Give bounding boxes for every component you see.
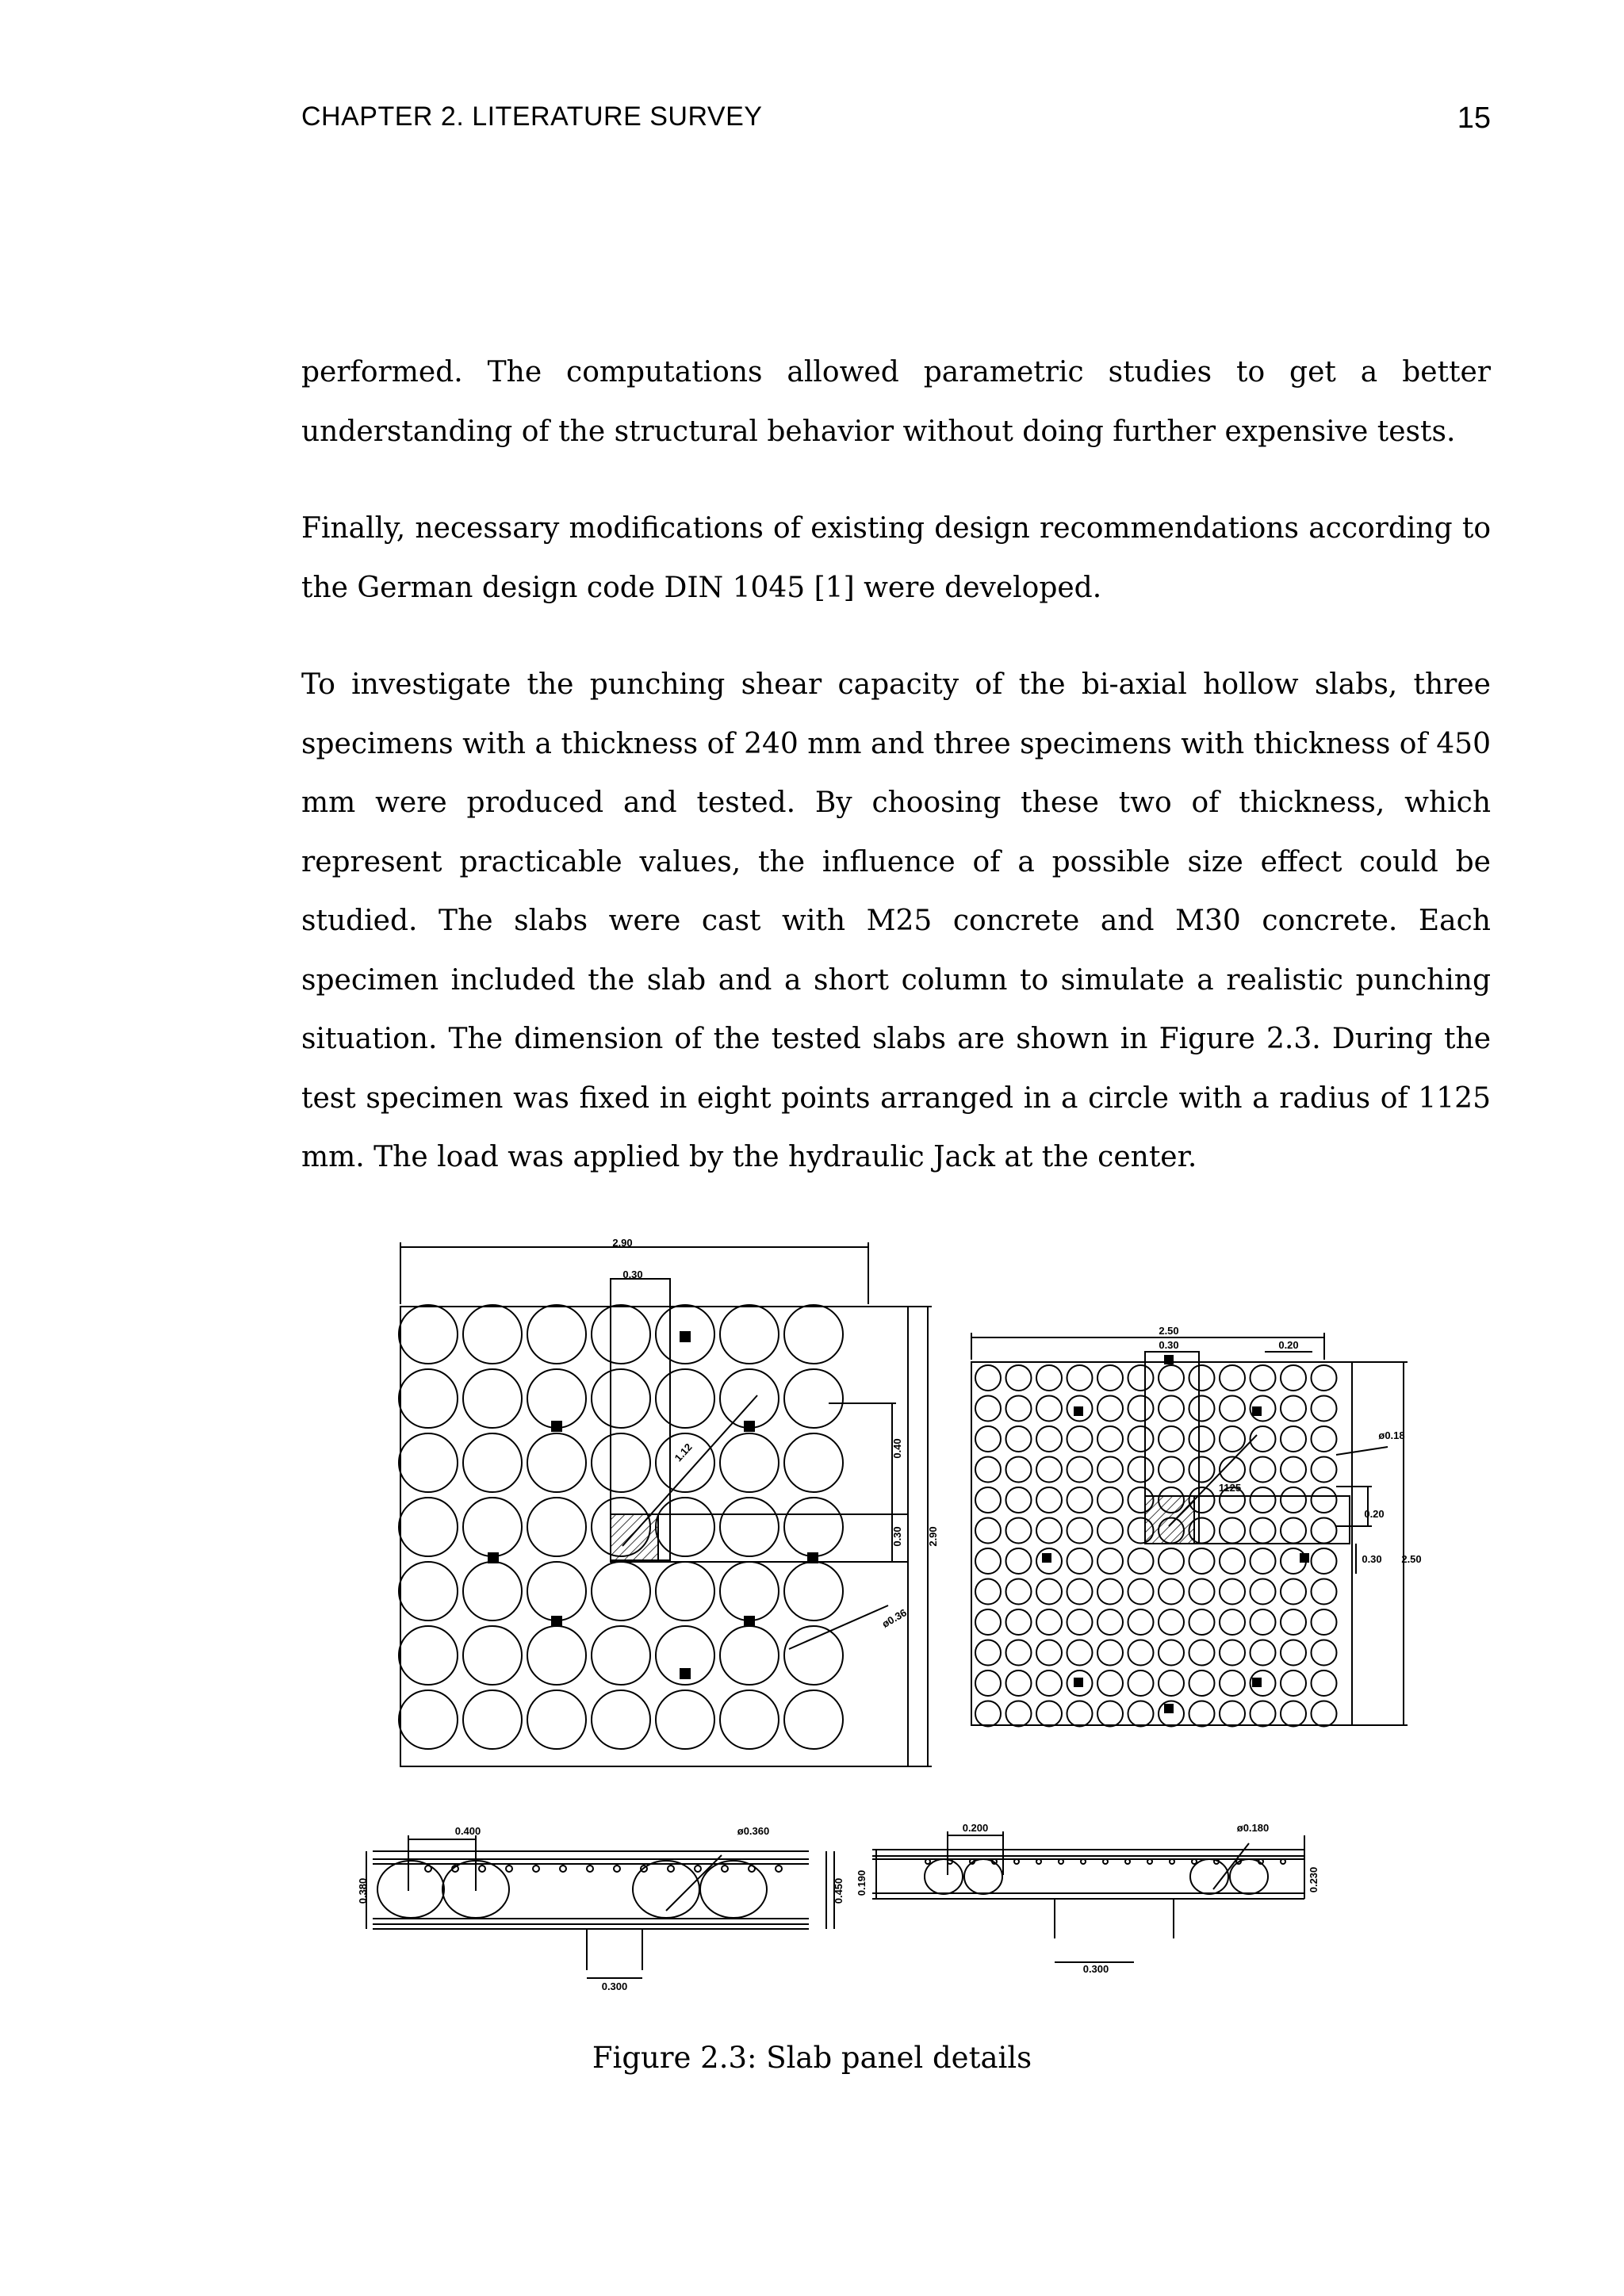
support-point <box>488 1553 498 1563</box>
void-former <box>1006 1579 1032 1605</box>
void-former <box>1251 1518 1276 1544</box>
void-former <box>1189 1640 1215 1666</box>
void-former <box>1128 1640 1154 1666</box>
void-former <box>975 1365 1001 1391</box>
rebar <box>425 1866 431 1872</box>
void-former <box>1128 1609 1154 1635</box>
void-former <box>1159 1640 1184 1666</box>
support-point <box>1043 1554 1051 1562</box>
void-former <box>1220 1426 1245 1452</box>
void-former <box>784 1433 843 1492</box>
rebar <box>1014 1859 1019 1864</box>
void-former <box>1159 1670 1184 1696</box>
void-former <box>784 1562 843 1621</box>
void-former <box>1128 1701 1154 1727</box>
section-small-spacing-label: 0.200 <box>962 1822 989 1834</box>
void-former <box>463 1626 522 1685</box>
slab-panel-figure <box>349 1225 1443 2018</box>
void-former <box>1189 1579 1215 1605</box>
void-former <box>399 1305 458 1364</box>
void-former <box>784 1369 843 1428</box>
void-former <box>1251 1548 1276 1574</box>
void-former <box>1159 1579 1184 1605</box>
void-former <box>1281 1640 1306 1666</box>
void-former <box>1312 1701 1337 1727</box>
section-small-column-label: 0.300 <box>1082 1963 1109 1975</box>
void-former <box>1128 1426 1154 1452</box>
void-former <box>1312 1548 1337 1574</box>
void-former <box>1251 1579 1276 1605</box>
void-former <box>1006 1426 1032 1452</box>
void-former <box>1128 1548 1154 1574</box>
void-former <box>1036 1396 1062 1422</box>
rebar <box>722 1866 728 1872</box>
void-former <box>527 1626 586 1685</box>
rebar <box>1192 1859 1197 1864</box>
void-former <box>399 1626 458 1685</box>
support-point <box>1253 1407 1261 1415</box>
plan-small-slab <box>971 1333 1408 1727</box>
void-former <box>1251 1701 1276 1727</box>
support-point <box>552 1422 561 1431</box>
void-former <box>975 1609 1001 1635</box>
void-former <box>463 1498 522 1556</box>
void-former <box>1097 1579 1123 1605</box>
void-former <box>784 1690 843 1749</box>
slab-drawing <box>349 1225 1443 2018</box>
rebar <box>1147 1859 1152 1864</box>
rebar <box>925 1859 930 1864</box>
void-former <box>592 1369 650 1428</box>
section-large-column-label: 0.300 <box>601 1980 628 1992</box>
void-former <box>1281 1518 1306 1544</box>
void-former <box>1036 1426 1062 1452</box>
void-former <box>1097 1365 1123 1391</box>
large-height-label: 2.90 <box>927 1526 939 1547</box>
void-former <box>1312 1579 1337 1605</box>
small-width-label: 2.50 <box>1159 1325 1179 1337</box>
small-column-side-label: 0.30 <box>1362 1553 1382 1565</box>
void-former <box>1006 1518 1032 1544</box>
void-former <box>1251 1365 1276 1391</box>
void-former <box>1006 1670 1032 1696</box>
void-former <box>1128 1396 1154 1422</box>
void-former <box>1128 1670 1154 1696</box>
void-former <box>784 1498 843 1556</box>
void-former <box>1159 1457 1184 1483</box>
void-former <box>1281 1457 1306 1483</box>
support-point <box>552 1617 561 1626</box>
void-former <box>1312 1487 1337 1513</box>
void-former <box>1281 1396 1306 1422</box>
void-former <box>1189 1609 1215 1635</box>
void-former-section <box>1230 1859 1268 1894</box>
void-former <box>1251 1609 1276 1635</box>
void-former <box>1097 1701 1123 1727</box>
void-former <box>720 1626 779 1685</box>
void-former <box>1097 1640 1123 1666</box>
section-small-slab <box>872 1831 1304 1962</box>
void-former <box>592 1305 650 1364</box>
rebar <box>1258 1859 1263 1864</box>
column-hatched <box>1145 1496 1194 1544</box>
void-former <box>592 1690 650 1749</box>
void-former <box>1006 1548 1032 1574</box>
void-former <box>463 1690 522 1749</box>
rebar <box>1170 1859 1174 1864</box>
section-large-slab <box>366 1835 834 1978</box>
void-former-section <box>700 1861 767 1918</box>
body-text <box>301 343 1491 1226</box>
void-former <box>1312 1670 1337 1696</box>
support-point <box>680 1332 690 1341</box>
void-former <box>1220 1670 1245 1696</box>
large-diameter-label: ø0.36 <box>879 1606 909 1630</box>
support-point <box>745 1617 754 1626</box>
void-former <box>975 1457 1001 1483</box>
large-column-label: 0.30 <box>622 1269 643 1280</box>
void-former <box>1312 1426 1337 1452</box>
void-former <box>1189 1670 1215 1696</box>
void-former <box>592 1433 650 1492</box>
void-former <box>1159 1365 1184 1391</box>
void-former <box>1097 1396 1123 1422</box>
void-former <box>1281 1487 1306 1513</box>
void-former <box>463 1433 522 1492</box>
void-former <box>720 1433 779 1492</box>
support-point <box>745 1422 754 1431</box>
rebar <box>1059 1859 1063 1864</box>
void-former <box>656 1562 714 1621</box>
void-former <box>1067 1701 1093 1727</box>
support-point <box>1253 1678 1261 1686</box>
void-former <box>1220 1640 1245 1666</box>
void-former <box>1067 1487 1093 1513</box>
chapter-title: CHAPTER 2. LITERATURE SURVEY <box>301 101 763 132</box>
dimension-line <box>1169 1435 1257 1526</box>
void-former <box>1159 1609 1184 1635</box>
void-former <box>1006 1487 1032 1513</box>
rebar <box>695 1866 701 1872</box>
void-former <box>1220 1518 1245 1544</box>
void-former <box>1036 1670 1062 1696</box>
void-former <box>1006 1640 1032 1666</box>
void-former-section <box>925 1859 963 1894</box>
void-former <box>399 1433 458 1492</box>
void-former <box>1097 1518 1123 1544</box>
void-former <box>1281 1365 1306 1391</box>
section-large-total-label: 0.450 <box>833 1877 845 1904</box>
void-former <box>1006 1457 1032 1483</box>
rebar <box>587 1866 593 1872</box>
void-former <box>1067 1518 1093 1544</box>
void-former <box>1220 1548 1245 1574</box>
void-former <box>527 1562 586 1621</box>
void-former-section <box>633 1861 699 1918</box>
running-header <box>301 101 1491 141</box>
void-former <box>1128 1579 1154 1605</box>
void-former <box>656 1498 714 1556</box>
void-former <box>1220 1701 1245 1727</box>
large-spacing-label: 0.40 <box>891 1438 903 1459</box>
void-former <box>1097 1548 1123 1574</box>
void-former <box>720 1369 779 1428</box>
void-former <box>463 1305 522 1364</box>
void-former <box>1281 1579 1306 1605</box>
void-former <box>399 1369 458 1428</box>
support-point <box>1074 1407 1082 1415</box>
plan-large-slab <box>399 1242 932 1766</box>
void-former <box>463 1369 522 1428</box>
section-large-spacing-label: 0.400 <box>454 1825 481 1837</box>
rebar <box>1281 1859 1285 1864</box>
void-former <box>1006 1701 1032 1727</box>
void-former <box>1159 1426 1184 1452</box>
rebar <box>614 1866 620 1872</box>
void-former <box>1067 1640 1093 1666</box>
void-former <box>1036 1609 1062 1635</box>
void-former <box>1067 1457 1093 1483</box>
void-former <box>592 1562 650 1621</box>
void-former <box>975 1640 1001 1666</box>
void-former <box>720 1498 779 1556</box>
void-former <box>1189 1365 1215 1391</box>
paragraph-2: Finally, necessary modifications of existing design recommendations according to the German design code DIN 1045 [1] were developed. <box>301 512 1491 604</box>
void-former <box>527 1369 586 1428</box>
void-former <box>784 1626 843 1685</box>
void-former <box>975 1426 1001 1452</box>
void-former <box>1312 1457 1337 1483</box>
void-former <box>1159 1548 1184 1574</box>
rebar <box>560 1866 566 1872</box>
support-point <box>808 1553 818 1563</box>
support-point <box>680 1669 690 1678</box>
void-former <box>975 1548 1001 1574</box>
void-former <box>1312 1609 1337 1635</box>
large-radius-label: 1.12 <box>672 1441 695 1464</box>
void-former <box>1036 1457 1062 1483</box>
paragraph-1: performed. The computations allowed parametric studies to get a better understanding of the structural behavior without doing further expensive tests. <box>301 356 1491 448</box>
void-former <box>1036 1701 1062 1727</box>
rebar <box>1036 1859 1041 1864</box>
void-former <box>1097 1426 1123 1452</box>
void-former <box>1036 1487 1062 1513</box>
void-former <box>975 1579 1001 1605</box>
support-point <box>1165 1356 1173 1364</box>
void-former <box>1006 1609 1032 1635</box>
void-former <box>1189 1426 1215 1452</box>
void-former <box>720 1305 779 1364</box>
rebar <box>479 1866 485 1872</box>
void-former <box>399 1498 458 1556</box>
void-former <box>527 1433 586 1492</box>
section-small-total-label: 0.230 <box>1308 1866 1320 1893</box>
void-former <box>463 1562 522 1621</box>
section-small-slab-label: 0.190 <box>856 1869 868 1896</box>
void-former <box>1128 1365 1154 1391</box>
small-radius-label: 1125 <box>1218 1482 1242 1494</box>
small-diameter-label: ø0.18 <box>1378 1429 1405 1441</box>
void-former <box>656 1690 714 1749</box>
void-former <box>720 1690 779 1749</box>
void-former <box>720 1562 779 1621</box>
void-former <box>1067 1548 1093 1574</box>
rebar <box>749 1866 755 1872</box>
rebar <box>533 1866 539 1872</box>
void-former <box>1006 1396 1032 1422</box>
void-former <box>1006 1365 1032 1391</box>
void-former <box>1097 1487 1123 1513</box>
dimension-line <box>1336 1447 1388 1455</box>
small-spacing-label: 0.20 <box>1278 1339 1299 1351</box>
void-former <box>1251 1457 1276 1483</box>
void-former <box>975 1701 1001 1727</box>
void-former <box>656 1369 714 1428</box>
small-height-label: 2.50 <box>1401 1553 1422 1565</box>
rebar <box>1214 1859 1219 1864</box>
void-former <box>1036 1365 1062 1391</box>
rebar <box>1103 1859 1108 1864</box>
void-former <box>1097 1457 1123 1483</box>
void-former <box>975 1518 1001 1544</box>
void-former <box>1251 1640 1276 1666</box>
void-former <box>1067 1609 1093 1635</box>
small-column-label: 0.30 <box>1159 1339 1179 1351</box>
void-former <box>975 1670 1001 1696</box>
void-former <box>1097 1670 1123 1696</box>
void-former <box>592 1626 650 1685</box>
void-former <box>527 1690 586 1749</box>
section-large-diameter-label: ø0.360 <box>737 1825 770 1837</box>
large-column-side-label: 0.30 <box>891 1526 903 1547</box>
void-former <box>1220 1396 1245 1422</box>
void-former <box>1067 1426 1093 1452</box>
void-former <box>1281 1670 1306 1696</box>
rebar <box>776 1866 782 1872</box>
void-former <box>975 1487 1001 1513</box>
rebar <box>506 1866 512 1872</box>
void-former <box>975 1396 1001 1422</box>
void-former <box>1036 1640 1062 1666</box>
void-former <box>1220 1365 1245 1391</box>
void-former <box>1159 1396 1184 1422</box>
paragraph-3: To investigate the punching shear capacity of the bi-axial hollow slabs, three specimens with a thickness of 240 mm and three specimens with thickness of 450 mm were produced and tested. By choosing these two of thickness, which represent practicable values, the influence of a possible size effect could be studied. The slabs were cast with M25 concrete and M30 concrete. Each specimen included the slab and a short column to simulate a realistic punching situation. The dimension of the tested slabs are shown in Figure 2.3. During the test specimen was fixed in eight points arranged in a circle with a radius of 1125 mm. The load was applied by the hydraulic Jack at the center. <box>301 668 1491 1173</box>
void-former <box>1189 1548 1215 1574</box>
void-former <box>1036 1579 1062 1605</box>
void-former <box>1312 1365 1337 1391</box>
void-former <box>1312 1518 1337 1544</box>
void-former <box>1189 1457 1215 1483</box>
void-former <box>527 1305 586 1364</box>
void-former <box>784 1305 843 1364</box>
rebar <box>668 1866 674 1872</box>
void-former-section <box>377 1861 444 1918</box>
void-former <box>1312 1640 1337 1666</box>
column-hatched <box>611 1514 658 1562</box>
small-spacing-side-label: 0.20 <box>1364 1508 1385 1520</box>
void-former <box>1281 1609 1306 1635</box>
void-former <box>1128 1457 1154 1483</box>
void-former <box>527 1498 586 1556</box>
void-former <box>1067 1365 1093 1391</box>
page-number: 15 <box>1457 101 1491 135</box>
figure-caption: Figure 2.3: Slab panel details <box>592 2041 1032 2075</box>
support-point <box>1300 1554 1308 1562</box>
void-former <box>1189 1701 1215 1727</box>
void-former <box>1281 1426 1306 1452</box>
large-width-label: 2.90 <box>612 1237 633 1249</box>
void-former <box>1251 1487 1276 1513</box>
void-former <box>399 1690 458 1749</box>
rebar <box>1081 1859 1086 1864</box>
support-point <box>1074 1678 1082 1686</box>
void-former <box>1281 1701 1306 1727</box>
void-former <box>399 1562 458 1621</box>
section-small-diameter-label: ø0.180 <box>1236 1822 1270 1834</box>
section-large-slab-label: 0.380 <box>357 1877 369 1904</box>
void-former <box>1067 1579 1093 1605</box>
void-former <box>1036 1518 1062 1544</box>
void-former <box>1189 1396 1215 1422</box>
void-former <box>1312 1396 1337 1422</box>
void-former <box>1097 1609 1123 1635</box>
support-point <box>1165 1705 1173 1712</box>
rebar <box>1125 1859 1130 1864</box>
void-former-section <box>964 1859 1002 1894</box>
void-former <box>1220 1579 1245 1605</box>
void-former <box>1220 1609 1245 1635</box>
